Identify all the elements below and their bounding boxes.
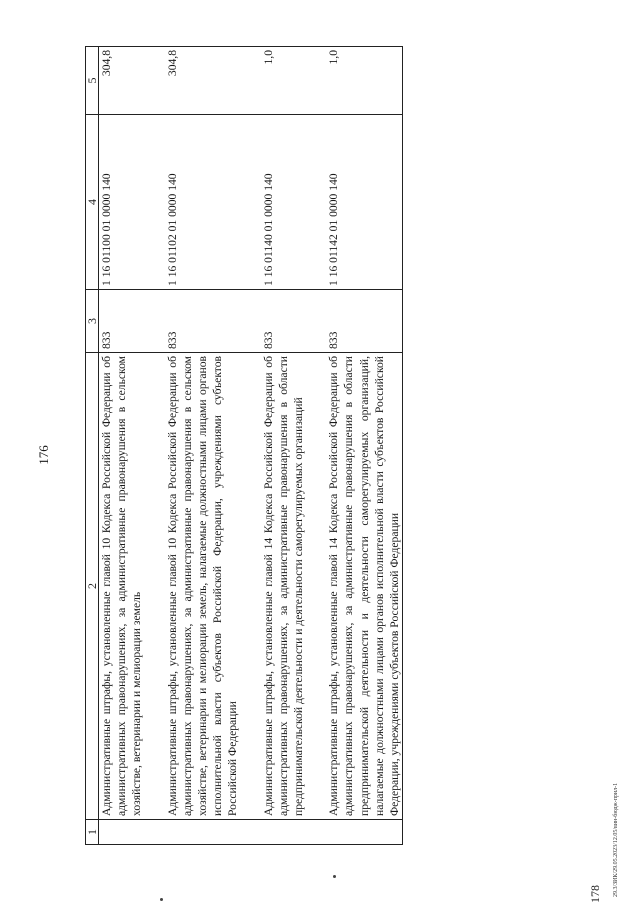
description-cell: Административные штрафы, установленные главой 10 Кодекса Российской Федерации об административных правонарушениях, за административные правонарушения в сельском хозяйстве, ветеринарии и мелиорации земель, налагаемые должностными лицами органов исполнительной власти субъектов Российской Федерации, учреждениями субъектов Российской Федерации [165, 353, 241, 820]
table-row [261, 47, 307, 845]
margin-dot [160, 898, 163, 901]
amount-cell: 1,0 [326, 47, 403, 115]
table-row [326, 47, 403, 845]
amount-cell: 1,0 [261, 47, 307, 115]
margin-dot [333, 875, 336, 878]
table-row [99, 47, 145, 845]
admin-code-cell: 833 [99, 290, 145, 353]
table-header-row [86, 47, 99, 845]
budget-code-cell: 1 16 01102 01 0000 140 [165, 115, 241, 290]
column-header-1: 1 [86, 820, 99, 845]
column-header-5: 5 [86, 47, 99, 115]
description-cell: Административные штрафы, установленные главой 10 Кодекса Российской Федерации об административных правонарушениях, за административные правонарушения в сельском хозяйстве, ветеринарии и мелиорации земель [99, 353, 145, 820]
column-header-3: 3 [86, 290, 99, 353]
description-cell: Административные штрафы, установленные главой 14 Кодекса Российской Федерации об административных правонарушениях, за административные правонарушения в области предпринимательской деятельности и деятельности саморегулируемых организаций [261, 353, 307, 820]
table-row [165, 47, 241, 845]
row-spacer [145, 47, 165, 845]
row-number-cell [326, 820, 403, 845]
row-number-cell [99, 820, 145, 845]
amount-cell: 304,8 [165, 47, 241, 115]
page-number-footer: 178 [588, 885, 602, 903]
document-code: 29.3/ЗИК/29.05.2023/12.05/вин-бюдж-прил-1 [613, 782, 619, 897]
budget-code-cell: 1 16 01140 01 0000 140 [261, 115, 307, 290]
admin-code-cell: 833 [165, 290, 241, 353]
row-number-cell [165, 820, 241, 845]
amount-cell: 304,8 [99, 47, 145, 115]
row-spacer [306, 47, 326, 845]
column-header-2: 2 [86, 353, 99, 820]
description-cell: Административные штрафы, установленные главой 14 Кодекса Российской Федерации об административных правонарушениях, за административные правонарушения в области предпринимательской деятельности и деятельности саморегулируемых организаций, налагаемые должностными лицами органов исполнительной власти субъектов Российской Федерации, учреждениями субъектов Российской Федерации [326, 353, 403, 820]
admin-code-cell: 833 [261, 290, 307, 353]
admin-code-cell: 833 [326, 290, 403, 353]
row-number-cell [261, 820, 307, 845]
budget-table [85, 46, 403, 845]
column-header-4: 4 [86, 115, 99, 290]
budget-code-cell: 1 16 01142 01 0000 140 [326, 115, 403, 290]
row-spacer [241, 47, 261, 845]
budget-code-cell: 1 16 01100 01 0000 140 [99, 115, 145, 290]
page-number-header: 176 [36, 445, 51, 465]
